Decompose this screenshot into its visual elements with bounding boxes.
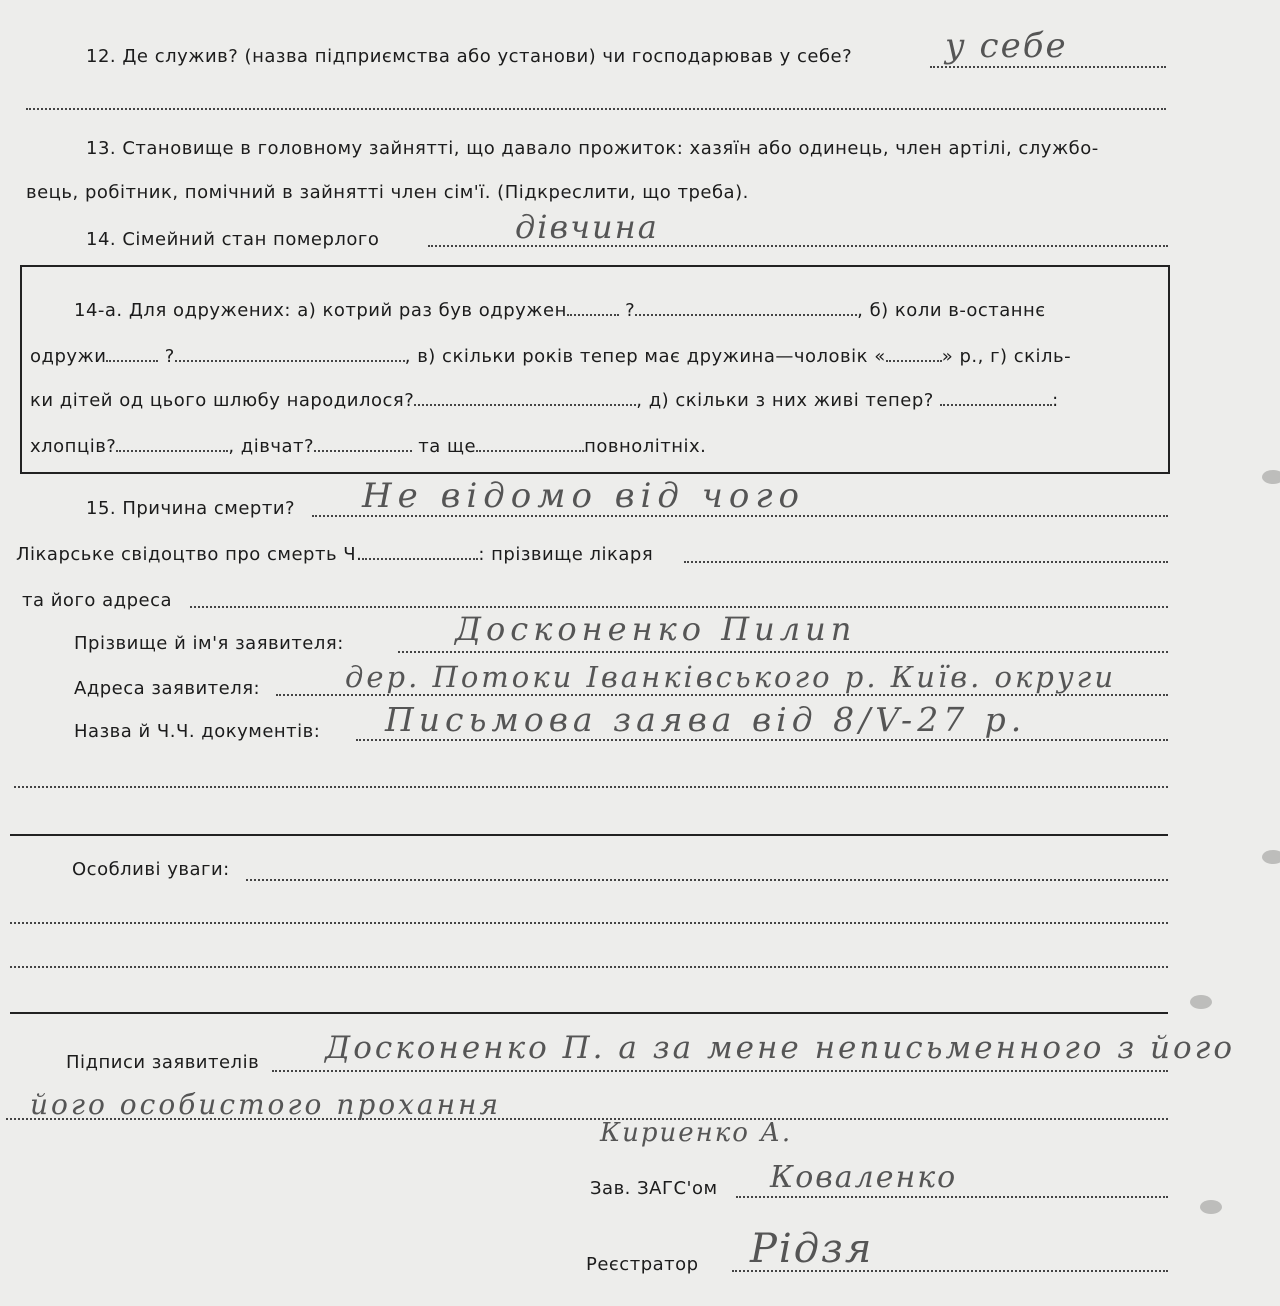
q14a-children-alive-field	[940, 403, 1052, 406]
notes-line-1	[246, 879, 1168, 881]
q12-continuation-line	[26, 108, 1166, 110]
q14a-line-2	[30, 346, 1071, 367]
q14a-line2-d: » р., г) скіль-	[941, 346, 1072, 367]
signatures-line-1	[272, 1070, 1168, 1072]
q14-label: 14. Сімейний стан померлого	[86, 229, 380, 250]
q13-line-2: вець, робітник, помічний в зайнятті член сім'ї. (Підкреслити, що треба).	[26, 182, 749, 203]
q14a-children-born-field	[414, 403, 636, 406]
notes-line-3	[10, 966, 1168, 968]
doctor-certificate-number-field	[362, 557, 478, 560]
signatures-answer-extra: Кириенко А.	[600, 1118, 793, 1148]
q12-answer: у себе	[945, 26, 1068, 66]
q14a-adults-field	[476, 449, 584, 452]
q14a-line4-d: повнолітніх.	[584, 436, 707, 457]
q14a-line2-a: одружи	[30, 346, 107, 367]
q13-line-1: 13. Становище в головному зайнятті, що давало прожиток: хазяїн або одинець, член артілі, службо-	[86, 138, 1099, 159]
q14a-last-married-field	[106, 359, 158, 362]
doctor-certificate-row	[16, 544, 653, 565]
signatures-answer-2: його особистого прохання	[30, 1088, 502, 1121]
documents-line	[356, 739, 1168, 741]
q14a-last-married-field-2	[175, 359, 405, 362]
doctor-name-line	[684, 561, 1168, 563]
q14a-line4-a: хлопців?	[30, 436, 117, 457]
signatures-label: Підписи заявителів	[66, 1052, 260, 1073]
q14a-line2-b: ?	[164, 346, 175, 367]
q14a-line3-a: ки дітей од цього шлюбу народилося?	[30, 390, 415, 411]
q14a-line2-c: , в) скільки років тепер має дружина—чоловік «	[404, 346, 886, 367]
doctor-certificate-label: Лікарське свідоцтво про смерть Ч.	[16, 544, 363, 565]
applicant-name-answer: Досконенко Пилип	[455, 610, 857, 648]
documents-continuation-line	[14, 786, 1168, 788]
section-divider-2	[10, 1012, 1168, 1014]
q12-answer-line	[930, 66, 1166, 68]
applicant-name-label: Прізвище й ім'я заявителя:	[74, 633, 344, 654]
doctor-address-label: та його адреса	[22, 590, 173, 611]
q14a-line4-b: , дівчат?	[228, 436, 315, 457]
q14a-line3-b: , д) скільки з них живі тепер?	[636, 390, 934, 411]
q14a-times-married-field	[567, 313, 619, 316]
documents-answer: Письмова заява від 8/V-27 р.	[385, 700, 1027, 739]
signatures-answer-1: Досконенко П. а за мене неписьменного з його	[325, 1030, 1235, 1066]
q12-label: 12. Де служив? (назва підприємства або установи) чи господарював у себе?	[86, 46, 853, 67]
head-signature: Коваленко	[770, 1160, 958, 1195]
q14-answer: дівчина	[515, 208, 659, 246]
notes-label: Особливі уваги:	[72, 859, 230, 880]
q14a-girls-field	[314, 449, 412, 452]
doctor-name-label: : прізвище лікаря	[478, 544, 654, 565]
registrar-label: Реєстратор	[586, 1254, 699, 1275]
doctor-address-line	[190, 606, 1168, 608]
q14a-line-1	[74, 300, 1046, 321]
head-signature-line	[736, 1196, 1168, 1198]
applicant-address-line	[276, 694, 1168, 696]
q14a-line1-c: , б) коли в-останнє	[857, 300, 1046, 321]
binding-hole-mark	[1262, 470, 1280, 484]
documents-label: Назва й Ч.Ч. документів:	[74, 721, 321, 742]
binding-hole-mark	[1262, 850, 1280, 864]
q15-label: 15. Причина смерти?	[86, 498, 296, 519]
q14a-line3-c: :	[1052, 390, 1059, 411]
q15-answer: Не відомо від чого	[362, 476, 806, 516]
binding-hole-mark	[1190, 995, 1212, 1009]
q14a-line4-c: та ще	[418, 436, 477, 457]
binding-hole-mark	[1200, 1200, 1222, 1214]
applicant-name-line	[398, 651, 1168, 653]
q14a-boys-field	[116, 449, 228, 452]
registrar-signature: Рідзя	[750, 1226, 874, 1272]
q14a-line-4	[30, 436, 706, 457]
q14a-times-married-field-2	[635, 313, 857, 316]
q14a-line1-b: ?	[625, 300, 636, 321]
q14a-line1-a: 14-а. Для одружених: а) котрий раз був одружен	[74, 300, 567, 321]
q14a-spouse-age-field	[886, 359, 942, 362]
head-label: Зав. ЗАГС'ом	[590, 1178, 718, 1199]
notes-line-2	[10, 922, 1168, 924]
applicant-address-label: Адреса заявителя:	[74, 678, 261, 699]
section-divider-1	[10, 834, 1168, 836]
q14a-line-3	[30, 390, 1059, 411]
applicant-address-answer: дер. Потоки Іванківського р. Київ. округи	[345, 660, 1117, 694]
